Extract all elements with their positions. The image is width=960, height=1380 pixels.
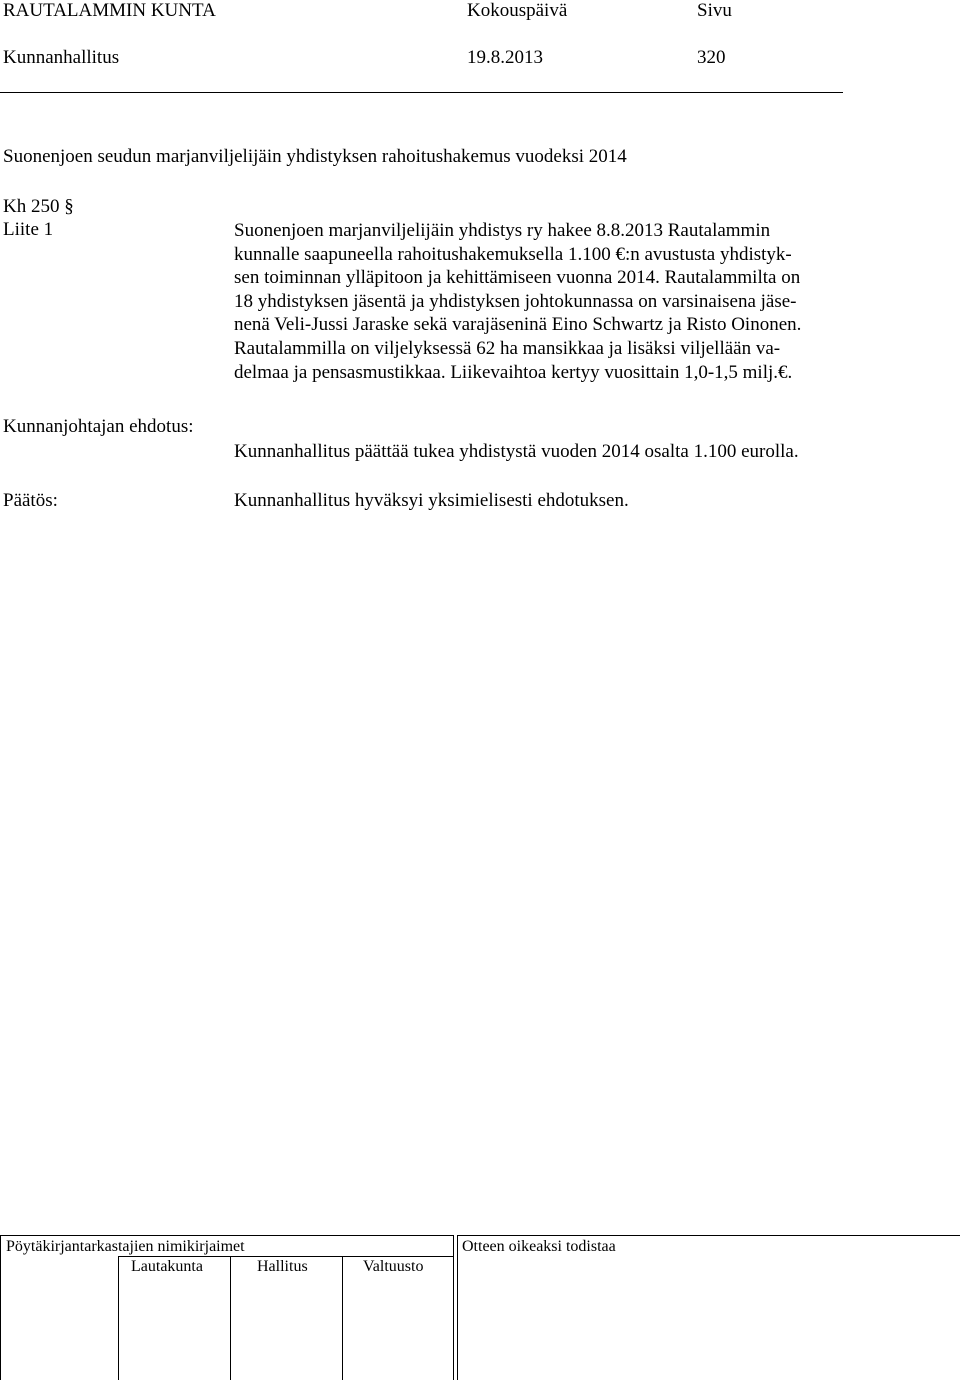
col-board: Lautakunta <box>131 1258 203 1275</box>
page-label: Sivu <box>697 0 732 21</box>
checkers-label: Pöytäkirjantarkastajien nimikirjaimet <box>6 1238 245 1255</box>
meeting-date: 19.8.2013 <box>467 47 543 68</box>
decision-label: Päätös: <box>3 490 58 511</box>
page-number: 320 <box>697 47 726 68</box>
item-number-text: Kh 250 <box>3 196 60 217</box>
agenda-item-title: Suonenjoen seudun marjanviljelijäin yhdistyksen rahoitushakemus vuodeksi 2014 <box>3 146 627 167</box>
signature-col-divider <box>230 1256 231 1380</box>
body-line: Rautalammilla on viljelyksessä 62 ha mansikkaa ja lisäksi viljellään va- <box>234 337 781 359</box>
body-line: 18 yhdistyksen jäsentä ja yhdistyksen johtokunnassa on varsinaisena jäse- <box>234 290 797 312</box>
meeting-date-label: Kokouspäivä <box>467 0 568 21</box>
decision-text: Kunnanhallitus hyväksyi yksimielisesti ehdotuksen. <box>234 490 629 511</box>
body-line: kunnalle saapuneella rahoitushakemuksella 1.100 €:n avustusta yhdistyk- <box>234 243 792 265</box>
item-number <box>3 196 74 218</box>
body-line: nenä Veli-Jussi Jaraske sekä varajäseninä Eino Schwartz ja Risto Oinonen. <box>234 314 802 336</box>
signature-col-divider <box>342 1256 343 1380</box>
body-line: Suonenjoen marjanviljelijäin yhdistys ry hakee 8.8.2013 Rautalammin <box>234 220 771 241</box>
body-line: sen toiminnan ylläpitoon ja kehittämiseen vuonna 2014. Rautalammilta on <box>234 267 801 289</box>
col-council: Valtuusto <box>363 1258 424 1275</box>
section-sign: § <box>64 196 74 217</box>
footer-border-left <box>0 1235 1 1380</box>
proposal-label: Kunnanjohtajan ehdotus: <box>3 416 194 437</box>
org-name: RAUTALAMMIN KUNTA <box>3 0 216 21</box>
footer-border-right <box>457 1235 458 1380</box>
signature-col-divider <box>118 1256 119 1380</box>
footer-border-mid <box>453 1235 454 1380</box>
header-divider <box>0 92 843 93</box>
col-government: Hallitus <box>257 1258 308 1275</box>
attachment-label: Liite 1 <box>3 219 54 240</box>
body-line: delmaa ja pensasmustikkaa. Liikevaihtoa kertyy vuosittain 1,0-1,5 milj.€. <box>234 361 793 383</box>
signature-columns-rule <box>118 1256 453 1257</box>
body-paragraph <box>234 219 801 384</box>
footer-rule-left <box>0 1235 453 1236</box>
certified-label: Otteen oikeaksi todistaa <box>462 1238 616 1255</box>
proposal-text: Kunnanhallitus päättää tukea yhdistystä vuoden 2014 osalta 1.100 eurolla. <box>234 441 799 462</box>
body-name: Kunnanhallitus <box>3 47 120 68</box>
footer-rule-right <box>457 1235 960 1236</box>
